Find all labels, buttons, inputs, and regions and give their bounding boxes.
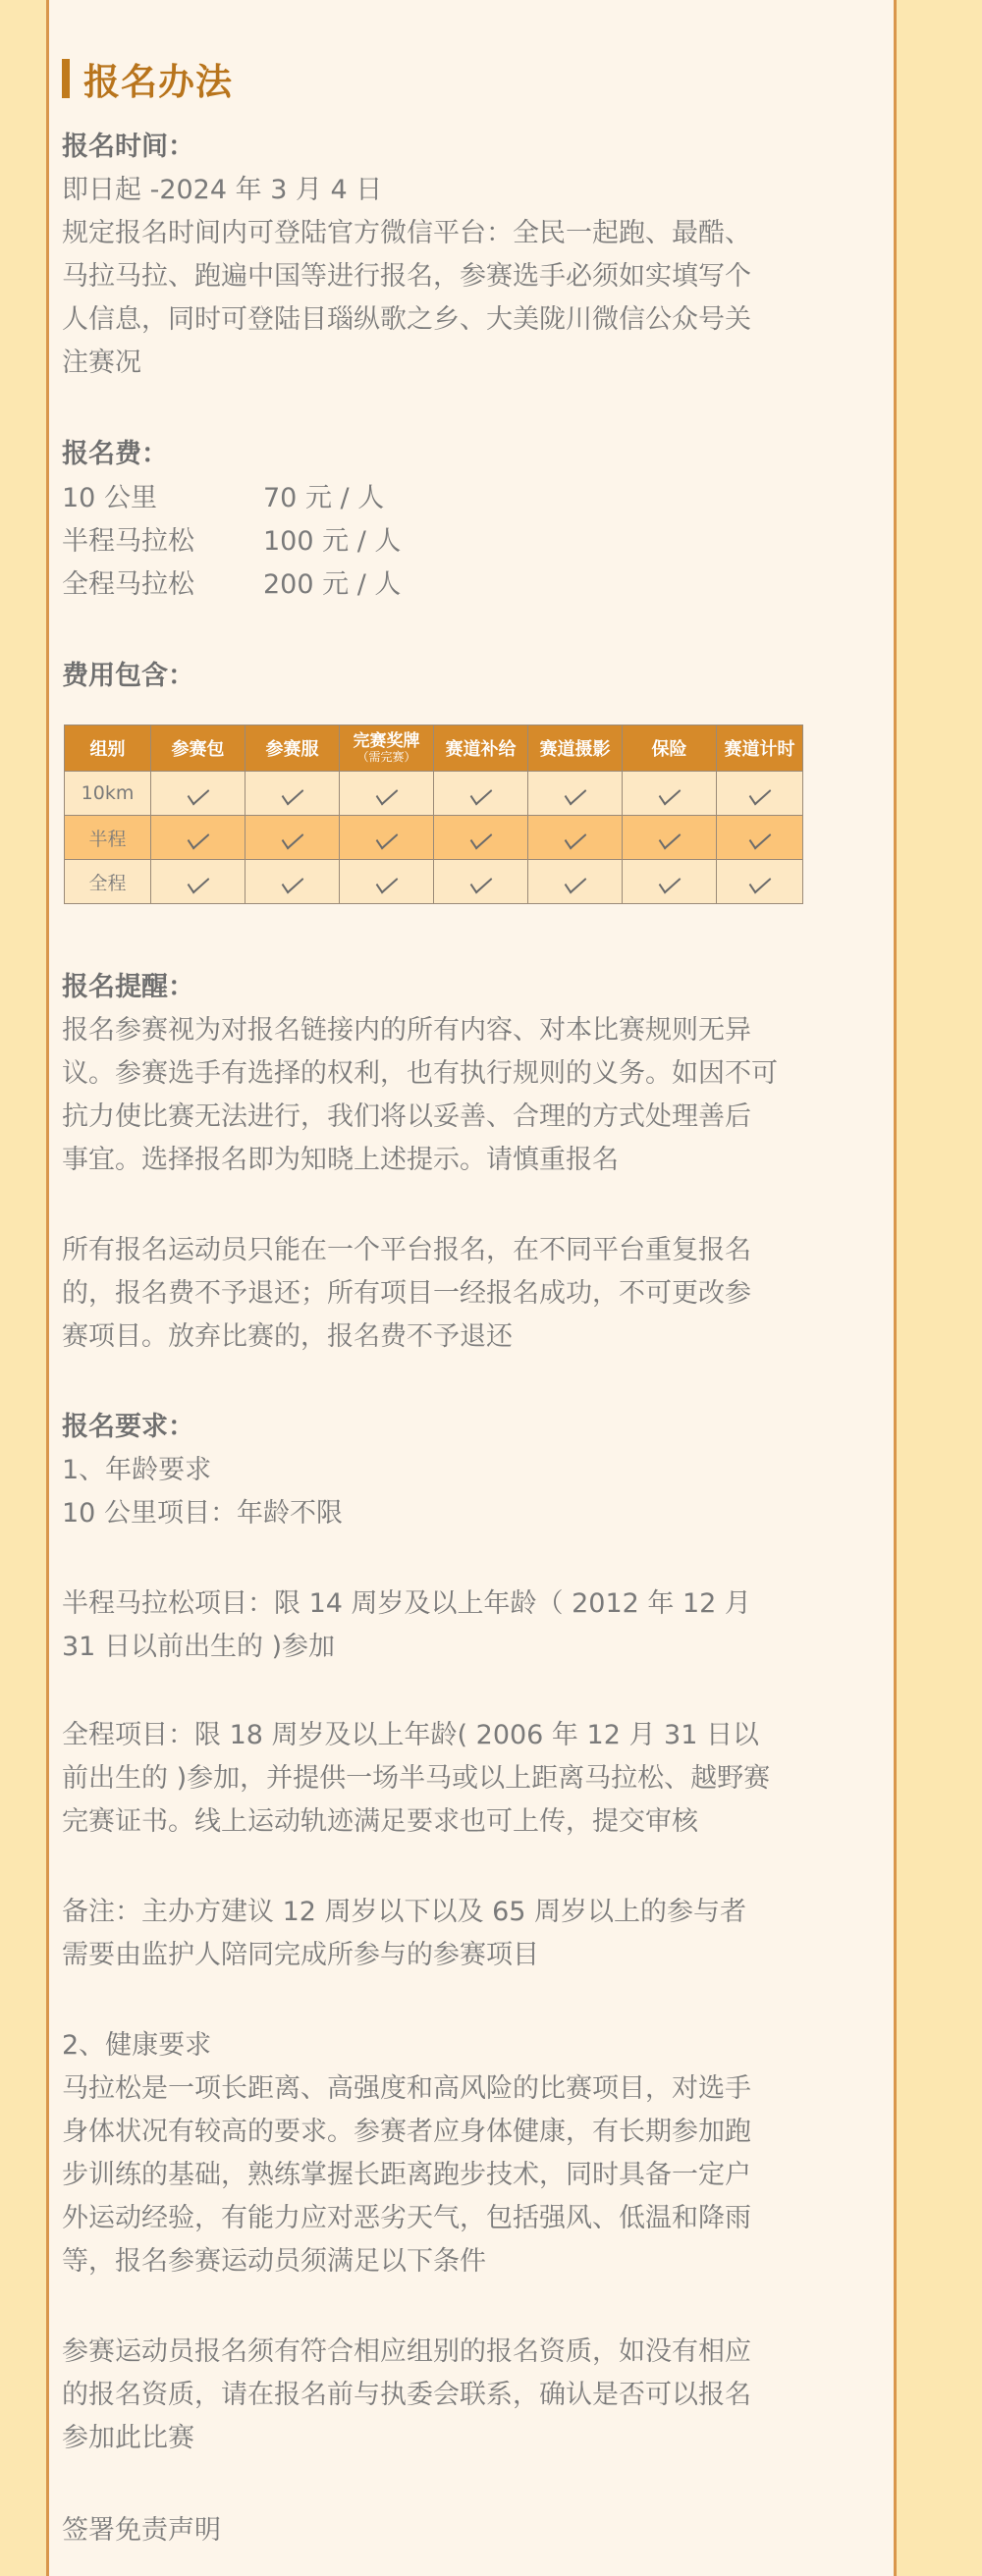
- check-icon: [748, 827, 771, 850]
- requirements-heading: 报名要求：: [62, 1412, 194, 1442]
- check-icon: [281, 871, 303, 894]
- title-accent-bar: [62, 59, 70, 98]
- full-line: 完赛证书。线上运动轨迹满足要求也可上传，提交审核: [62, 1806, 698, 1837]
- reg-time-line: 注赛况: [62, 348, 141, 378]
- includes-heading: 费用包含：: [62, 661, 194, 691]
- reminder-line: 赛项目。放弃比赛的，报名费不予退还: [62, 1321, 513, 1352]
- fee-price: 100 元 / 人: [263, 526, 402, 557]
- reg-time-line: 人信息，同时可登陆目瑙纵歌之乡、大美陇川微信公众号关: [62, 304, 751, 335]
- header-shirt: 参赛服: [246, 725, 340, 772]
- header-insurance: 保险: [623, 725, 717, 772]
- health-line: 步训练的基础，熟练掌握长距离跑步技术，同时具备一定户: [62, 2160, 751, 2190]
- check-icon: [375, 782, 398, 806]
- full-line: 前出生的 )参加，并提供一场半马或以上距离马拉松、越野赛: [62, 1763, 771, 1794]
- header-timing: 赛道计时: [717, 725, 803, 772]
- fee-name: 10 公里: [62, 483, 157, 513]
- qual-line: 的报名资质，请在报名前与执委会联系，确认是否可以报名: [62, 2380, 751, 2410]
- fee-heading: 报名费：: [62, 439, 168, 469]
- header-supply: 赛道补给: [434, 725, 528, 772]
- fee-row-full: [62, 564, 402, 607]
- fee-name: 全程马拉松: [62, 569, 194, 600]
- check-icon: [469, 871, 492, 894]
- half-line: 31 日以前出生的 )参加: [62, 1632, 336, 1662]
- health-line: 马拉松是一项长距离、高强度和高风险的比赛项目，对选手: [62, 2073, 751, 2104]
- note-line: 备注：主办方建议 12 周岁以下以及 65 周岁以上的参与者: [62, 1897, 747, 1927]
- reg-time-line: 马拉马拉、跑遍中国等进行报名，参赛选手必须如实填写个: [62, 261, 751, 292]
- health-line: 身体状况有较高的要求。参赛者应身体健康，有长期参加跑: [62, 2117, 751, 2147]
- check-icon: [658, 871, 681, 894]
- fee-price: 70 元 / 人: [263, 483, 385, 513]
- header-group: 组别: [65, 725, 151, 772]
- reminder-line: 议。参赛选手有选择的权利，也有执行规则的义务。如因不可: [62, 1058, 778, 1089]
- header-photo: 赛道摄影: [528, 725, 623, 772]
- check-icon: [469, 827, 492, 850]
- full-line: 全程项目：限 18 周岁及以上年龄( 2006 年 12 月 31 日以: [62, 1720, 759, 1750]
- check-icon: [564, 871, 586, 894]
- check-icon: [748, 871, 771, 894]
- row-label: 全程: [65, 860, 151, 904]
- health-title: 2、健康要求: [62, 2030, 212, 2061]
- fee-row-10k: [62, 477, 385, 520]
- row-label: 半程: [65, 816, 151, 860]
- fee-price: 200 元 / 人: [263, 569, 402, 600]
- half-line: 半程马拉松项目：限 14 周岁及以上年龄（ 2012 年 12 月: [62, 1588, 751, 1619]
- check-icon: [564, 827, 586, 850]
- check-icon: [469, 782, 492, 806]
- row-label: 10km: [65, 772, 151, 816]
- section-title: [62, 57, 233, 103]
- reminder-heading: 报名提醒：: [62, 972, 194, 1002]
- check-icon: [187, 782, 209, 806]
- reg-time-heading: 报名时间：: [62, 132, 194, 162]
- health-line: 等，报名参赛运动员须满足以下条件: [62, 2246, 486, 2277]
- health-line: 外运动经验，有能力应对恶劣天气，包括强风、低温和降雨: [62, 2203, 751, 2233]
- check-icon: [281, 782, 303, 806]
- table-header-row: [65, 725, 803, 772]
- includes-table: [64, 724, 803, 904]
- check-icon: [375, 827, 398, 850]
- check-icon: [375, 871, 398, 894]
- check-icon: [281, 827, 303, 850]
- check-icon: [658, 782, 681, 806]
- check-icon: [187, 871, 209, 894]
- age-title: 1、年龄要求: [62, 1455, 212, 1485]
- check-icon: [564, 782, 586, 806]
- header-medal-label: 完赛奖牌: [353, 731, 420, 751]
- fee-name: 半程马拉松: [62, 526, 194, 557]
- header-medal: [340, 725, 434, 772]
- qual-line: 参赛运动员报名须有符合相应组别的报名资质，如没有相应: [62, 2336, 751, 2367]
- table-row: [65, 772, 803, 816]
- reg-time-period: 即日起 -2024 年 3 月 4 日: [62, 175, 383, 205]
- reminder-line: 报名参赛视为对报名链接内的所有内容、对本比赛规则无异: [62, 1015, 751, 1046]
- table-row: [65, 860, 803, 904]
- reminder-line: 事宜。选择报名即为知晓上述提示。请慎重报名: [62, 1145, 619, 1175]
- header-kit: 参赛包: [151, 725, 246, 772]
- age-10k: 10 公里项目：年龄不限: [62, 1498, 343, 1529]
- check-icon: [658, 827, 681, 850]
- qual-line: 参加此比赛: [62, 2423, 194, 2453]
- header-medal-note: （需完赛）: [356, 750, 416, 764]
- note-line: 需要由监护人陪同完成所参与的参赛项目: [62, 1940, 539, 1970]
- fee-row-half: [62, 520, 402, 564]
- reg-time-line: 规定报名时间内可登陆官方微信平台：全民一起跑、最酷、: [62, 218, 751, 248]
- table-row: [65, 816, 803, 860]
- reminder-line: 的，报名费不予退还；所有项目一经报名成功，不可更改参: [62, 1278, 751, 1309]
- section-title-text: 报名办法: [83, 61, 233, 103]
- check-icon: [187, 827, 209, 850]
- check-icon: [748, 782, 771, 806]
- reminder-line: 所有报名运动员只能在一个平台报名，在不同平台重复报名: [62, 1235, 751, 1265]
- reminder-line: 抗力使比赛无法进行，我们将以妥善、合理的方式处理善后: [62, 1101, 751, 1132]
- waiver-line: 签署免责声明: [62, 2515, 221, 2546]
